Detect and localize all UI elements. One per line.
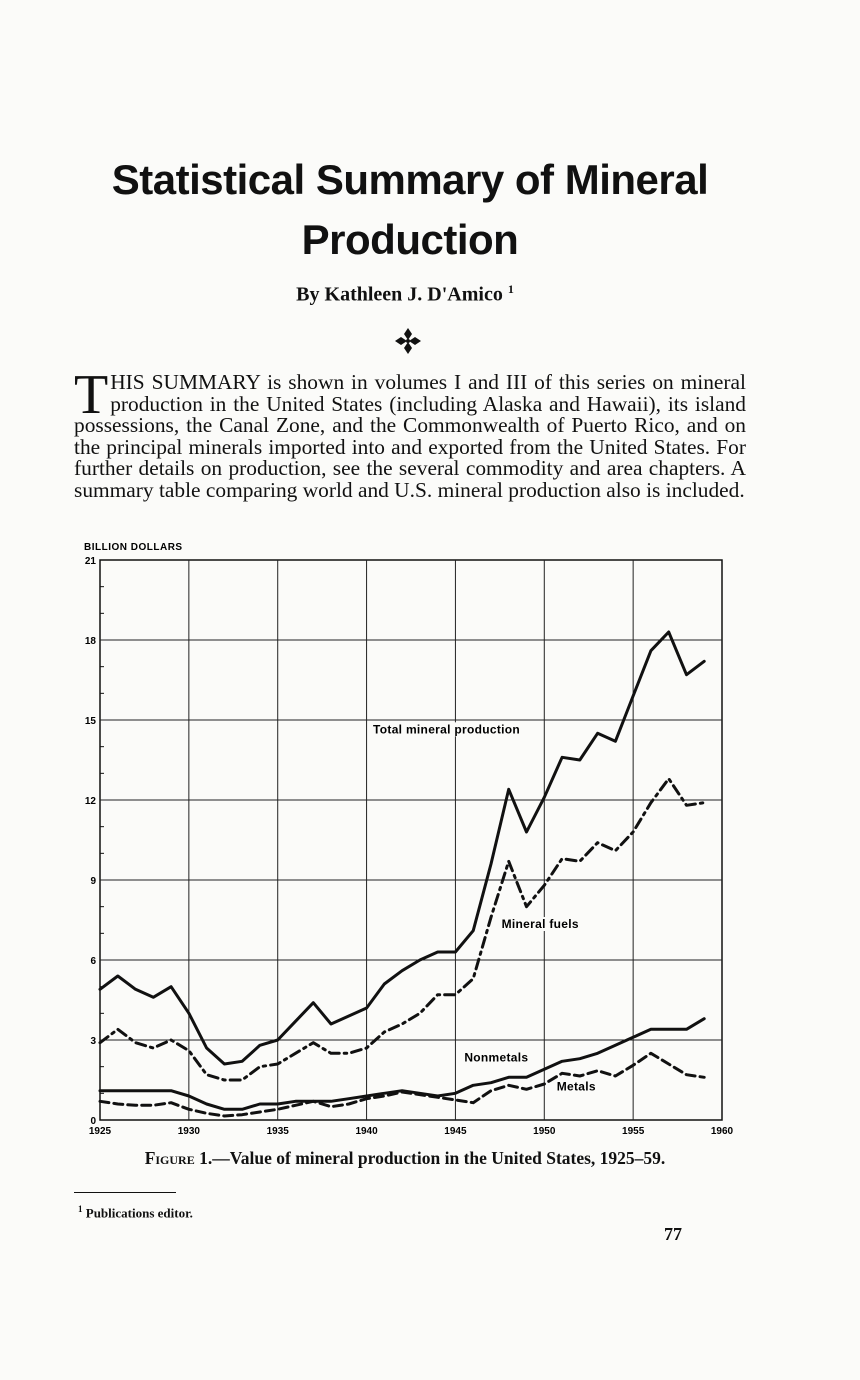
series-line-mineral-fuels: [100, 779, 704, 1080]
y-tick-label: 18: [84, 636, 96, 647]
x-tick-label: 1940: [355, 1126, 378, 1137]
y-tick-label: 6: [90, 956, 96, 967]
x-tick-label: 1935: [266, 1126, 289, 1137]
author-name: By Kathleen J. D'Amico: [296, 283, 503, 306]
x-tick-label: 1925: [88, 1126, 112, 1137]
annotation-nonmetals: Nonmetals: [464, 1050, 529, 1065]
y-axis-label: BILLION DOLLARS: [84, 542, 183, 553]
footnote: [78, 1204, 193, 1221]
x-tick-label: 1945: [444, 1126, 467, 1137]
y-tick-label: 3: [90, 1036, 96, 1047]
caption-label: Figure 1.: [144, 1148, 213, 1168]
series-line-metals: [100, 1053, 704, 1116]
author-footnote-ref: 1: [507, 282, 514, 296]
footnote-text: Publications editor.: [85, 1205, 193, 1221]
y-tick-label: 21: [84, 556, 96, 567]
footnote-divider: [74, 1192, 176, 1193]
caption-text: —Value of mineral production in the United States, 1925–59.: [212, 1148, 666, 1168]
intro-paragraph: [74, 364, 746, 502]
y-tick-label: 9: [90, 876, 96, 887]
annotation-fuels: Mineral fuels: [501, 917, 579, 931]
intro-text: HIS SUMMARY is shown in volumes I and III of this series on mineral production in the United States (including Alaska and Hawaii), its island possessions, the Canal Zone, and the Commonwealth of Puerto Rico, and on the principal minerals imported into and exported from the United States. For further details on production, see the several commodity and area chapters. A summary table comparing world and U.S. mineral production also is included.: [74, 370, 746, 502]
series-line-nonmetals: [100, 1019, 704, 1110]
footnote-ref: 1: [78, 1204, 83, 1214]
title-line-2: Production: [301, 216, 519, 263]
ornament-icon: [393, 326, 423, 356]
page-title: [0, 150, 820, 270]
page-number: 77: [664, 1224, 682, 1244]
x-tick-label: 1960: [710, 1126, 734, 1137]
mineral-production-chart: [60, 530, 760, 1140]
y-tick-label: 15: [84, 716, 96, 727]
figure-caption: [0, 1148, 810, 1169]
plot-frame: [100, 560, 722, 1120]
author-byline: [0, 282, 810, 307]
annotation-metals: Metals: [556, 1079, 596, 1094]
drop-cap: T: [74, 364, 109, 426]
y-tick-label: 12: [84, 796, 96, 807]
y-tick-label: 0: [90, 1116, 96, 1127]
series-line-total-mineral-production: [100, 632, 704, 1064]
x-tick-label: 1930: [177, 1126, 200, 1137]
title-line-1: Statistical Summary of Mineral: [111, 156, 709, 203]
x-tick-label: 1950: [533, 1126, 556, 1137]
annotation-total: Total mineral production: [373, 722, 521, 737]
x-tick-label: 1955: [622, 1126, 645, 1137]
